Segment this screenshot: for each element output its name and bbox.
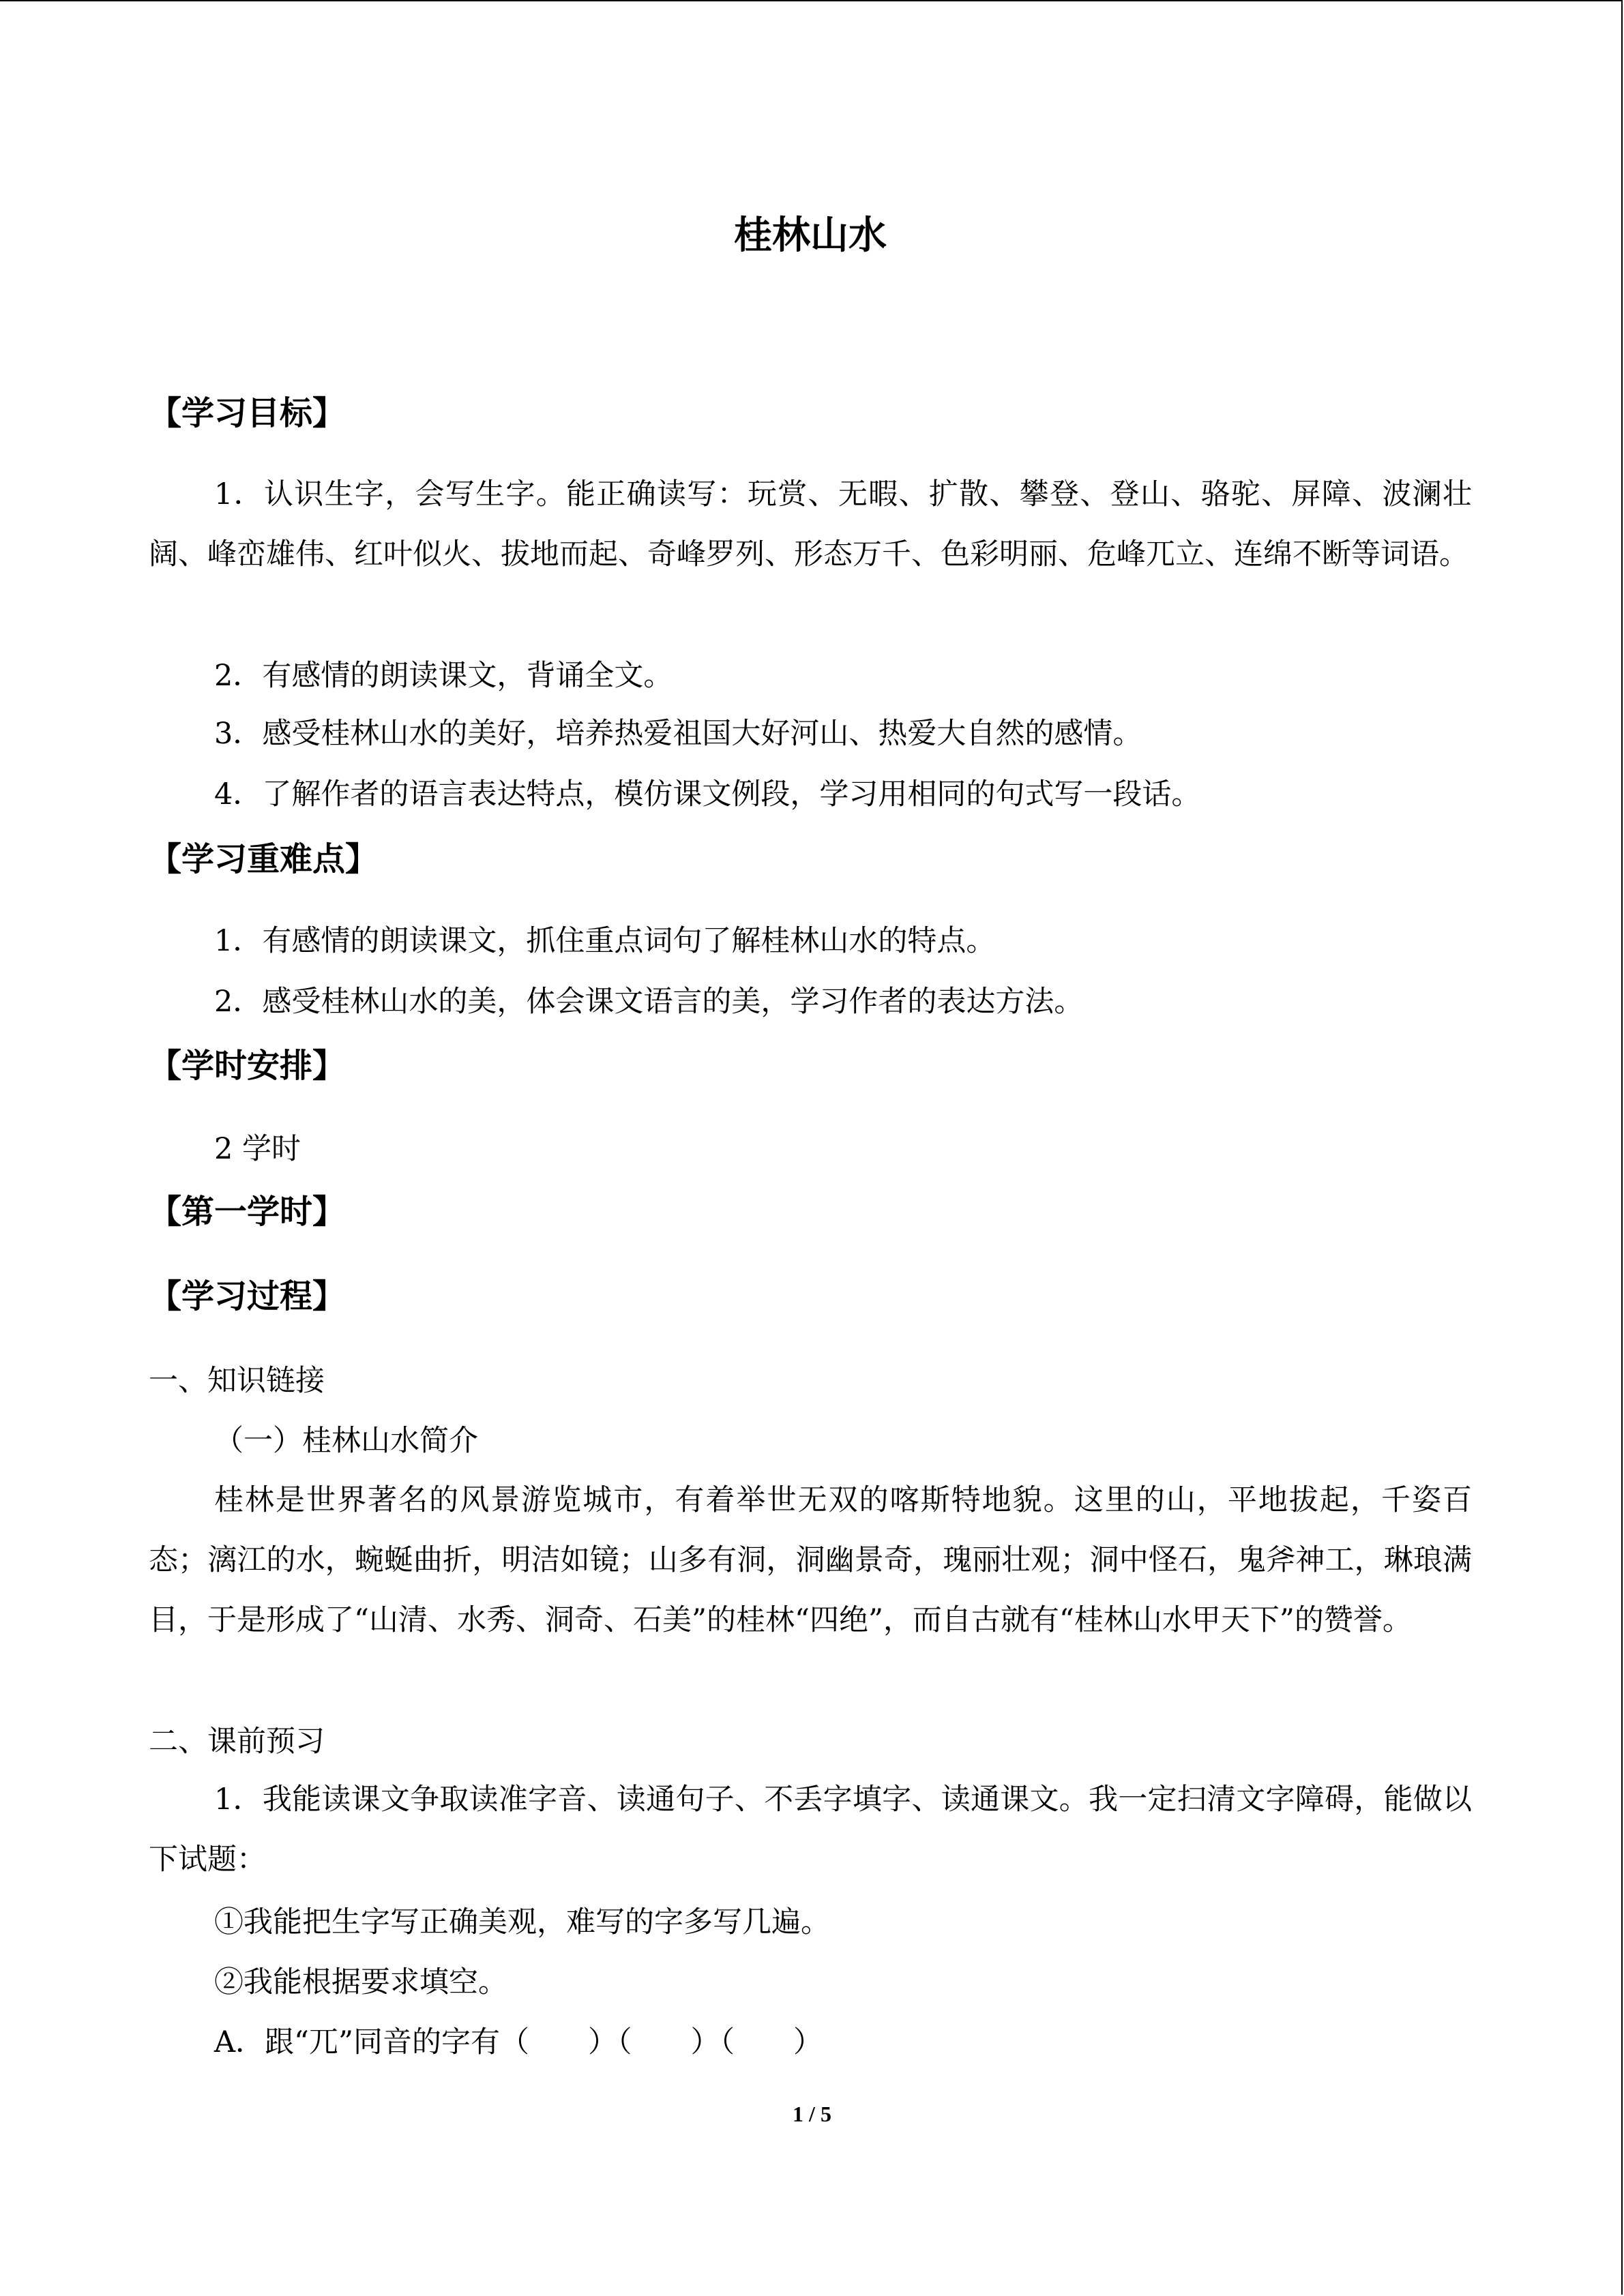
objective-item-1: 1．认识生字，会写生字。能正确读写：玩赏、无暇、扩散、攀登、登山、骆驼、屏障、波澜壮阔、峰峦雄伟、红叶似火、拔地而起、奇峰罗列、形态万千、色彩明丽、危峰兀立、连绵不断等词语。 (149, 477, 1472, 571)
key-point-item-2: 2．感受桂林山水的美，体会课文语言的美，学习作者的表达方法。 (214, 985, 1084, 1019)
heading-key-points: 【学习重难点】 (149, 840, 379, 878)
schedule-text: 2 学时 (214, 1132, 301, 1166)
objective-item-2: 2．有感情的朗读课文，背诵全文。 (214, 659, 673, 693)
part1-text: 桂林是世界著名的风景游览城市，有着举世无双的喀斯特地貌。这里的山，平地拔起，千姿百态；漓江的水，蜿蜒曲折，明洁如镜；山多有洞，洞幽景奇，瑰丽壮观；洞中怪石，鬼斧神工，琳琅满目，于是形成了“山清、水秀、洞奇、石美”的桂林“四绝”，而自古就有“桂林山水甲天下”的赞誉。 (149, 1483, 1472, 1637)
part2-circle-2: ②我能根据要求填空。 (214, 1965, 507, 1999)
part2-title: 二、课前预习 (149, 1725, 325, 1759)
part1-subtitle: （一）桂林山水简介 (214, 1424, 478, 1458)
heading-schedule: 【学时安排】 (149, 1047, 346, 1085)
part2-item-1: 1．我能读课文争取读准字音、读通句子、不丢字填字、读通课文。我一定扫清文字障碍，能做以下试题： (149, 1783, 1472, 1877)
key-point-item-1: 1．有感情的朗读课文，抓住重点词句了解桂林山水的特点。 (214, 924, 996, 958)
document-title: 桂林山水 (734, 213, 887, 258)
page-number: 1 / 5 (793, 2102, 831, 2126)
heading-first-period: 【第一学时】 (149, 1193, 346, 1231)
heading-objectives: 【学习目标】 (149, 394, 346, 432)
objective-item-4: 4．了解作者的语言表达特点，模仿课文例段，学习用相同的句式写一段话。 (214, 777, 1201, 811)
heading-process: 【学习过程】 (149, 1277, 346, 1315)
objective-item-3: 3．感受桂林山水的美好，培养热爱祖国大好河山、热爱大自然的感情。 (214, 717, 1142, 751)
part2-item-a: A．跟“兀”同音的字有（ ）（ ）（ ） (214, 2025, 823, 2059)
part1-title: 一、知识链接 (149, 1364, 325, 1398)
part2-circle-1: ①我能把生字写正确美观，难写的字多写几遍。 (214, 1905, 830, 1939)
